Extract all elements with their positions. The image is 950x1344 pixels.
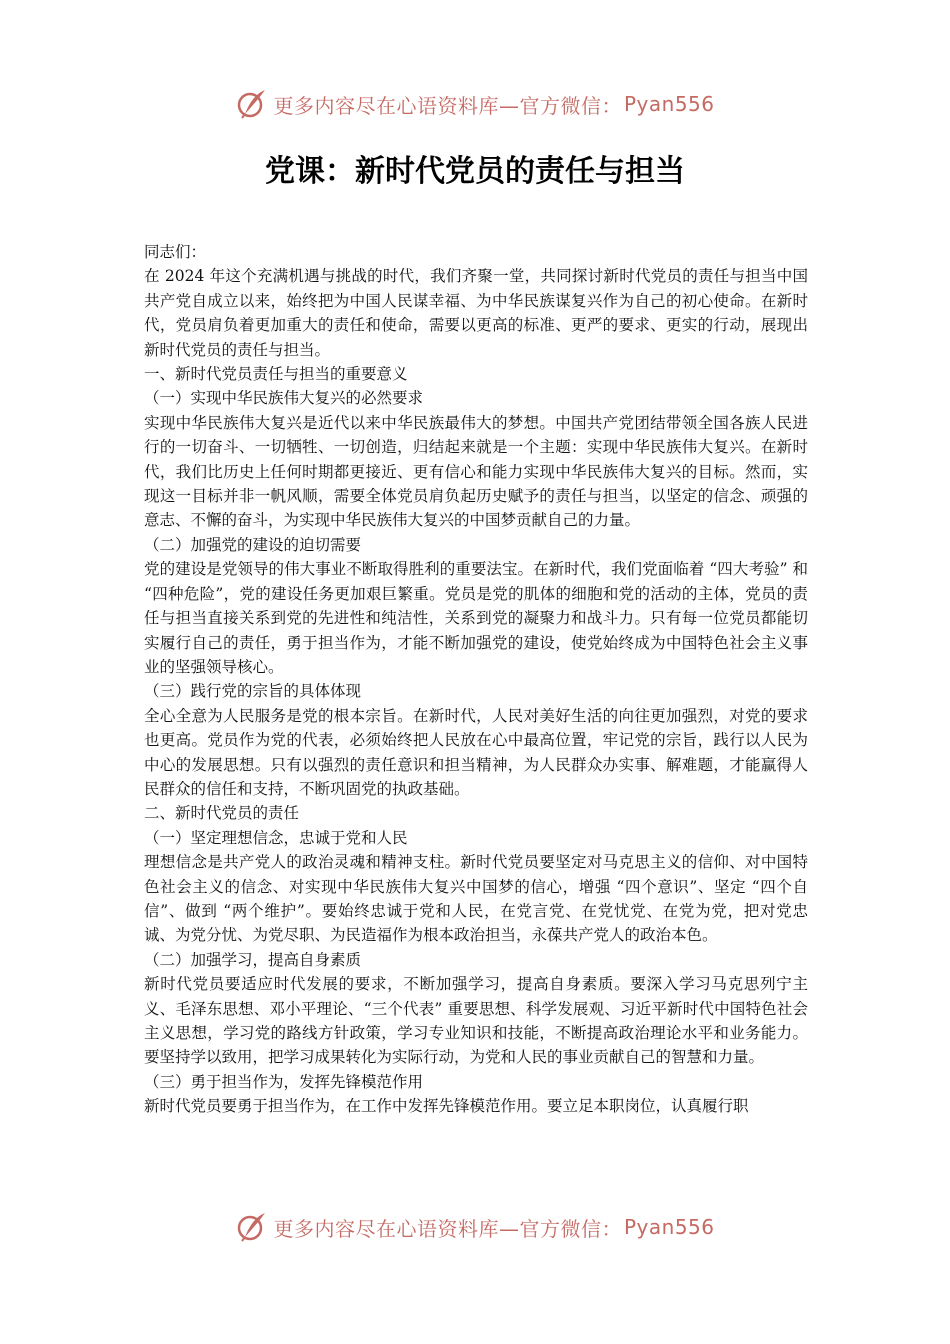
body-paragraph: 新时代党员要适应时代发展的要求，不断加强学习，提高自身素质。要深入学习马克思列宁主义、毛泽东思想、邓小平理论、“三个代表” 重要思想、科学发展观、习近平新时代中国特色社会主义思想，学习党的路线方针政策，学习专业知识和技能，不断提高政治理论水平和业务能力。要坚持学以致用，把学习成果转化为实际行动，为党和人民的事业贡献自己的智慧和力量。	[144, 975, 808, 1067]
subsection-heading: （三）践行党的宗旨的具体体现	[144, 682, 362, 701]
body-paragraph: 在 2024 年这个充满机遇与挑战的时代，我们齐聚一堂，共同探讨新时代党员的责任与担当中国共产党自成立以来，始终把为中国人民谋幸福、为中华民族谋复兴作为自己的初心使命。在新时代，党员肩负着更加重大的责任和使命，需要以更高的标准、更严的要求、更实的行动，展现出新时代党员的责任与担当。	[144, 267, 808, 359]
salutation: 同志们：	[144, 243, 207, 261]
subsection-heading: （一）坚定理想信念，忠诚于党和人民	[144, 828, 408, 847]
subsection-heading: （三）勇于担当作为，发挥先锋模范作用	[144, 1072, 424, 1091]
subsection-heading: （二）加强学习，提高自身素质	[144, 950, 362, 969]
watermark-bottom	[0, 1207, 950, 1247]
document-body	[144, 240, 808, 1119]
watermark-text: 更多内容尽在心语资料库—官方微信：	[273, 1216, 622, 1241]
subsection-heading: （二）加强党的建设的迫切需要	[144, 535, 362, 554]
document-title: 党课：新时代党员的责任与担当	[265, 154, 685, 189]
quill-logo-icon	[235, 87, 269, 121]
section-heading: 一、新时代党员责任与担当的重要意义	[144, 365, 408, 384]
quill-logo-icon	[235, 1210, 269, 1244]
watermark-wechat-id: Pyan556	[623, 1215, 715, 1239]
body-paragraph: 理想信念是共产党人的政治灵魂和精神支柱。新时代党员要坚定对马克思主义的信仰、对中国特色社会主义的信念、对实现中华民族伟大复兴中国梦的信心，增强 “四个意识”、坚定 “四个自信”、做到 “两个维护”。要始终忠诚于党和人民，在党言党、在党忧党、在党为党，把对党忠诚、为党分忧、为党尽职、为民造福作为根本政治担当，永葆共产党人的政治本色。	[144, 853, 808, 945]
body-paragraph: 新时代党员要勇于担当作为，在工作中发挥先锋模范作用。要立足本职岗位，认真履行职	[144, 1097, 749, 1116]
watermark-wechat-id: Pyan556	[623, 92, 715, 116]
watermark-top	[0, 84, 950, 124]
subsection-heading: （一）实现中华民族伟大复兴的必然要求	[144, 389, 424, 408]
section-heading: 二、新时代党员的责任	[144, 804, 300, 823]
body-paragraph: 实现中华民族伟大复兴是近代以来中华民族最伟大的梦想。中国共产党团结带领全国各族人民进行的一切奋斗、一切牺牲、一切创造，归结起来就是一个主题：实现中华民族伟大复兴。在新时代，我们比历史上任何时期都更接近、更有信心和能力实现中华民族伟大复兴的目标。然而，实现这一目标并非一帆风顺，需要全体党员肩负起历史赋予的责任与担当，以坚定的信念、顽强的意志、不懈的奋斗，为实现中华民族伟大复兴的中国梦贡献自己的力量。	[144, 413, 808, 530]
body-paragraph: 党的建设是党领导的伟大事业不断取得胜利的重要法宝。在新时代，我们党面临着 “四大考验” 和 “四种危险”，党的建设任务更加艰巨繁重。党员是党的肌体的细胞和党的活动的主体，党员的责任与担当直接关系到党的先进性和纯洁性，关系到党的凝聚力和战斗力。只有每一位党员都能切实履行自己的责任，勇于担当作为，才能不断加强党的建设，使党始终成为中国特色社会主义事业的坚强领导核心。	[144, 560, 808, 676]
body-paragraph: 全心全意为人民服务是党的根本宗旨。在新时代，人民对美好生活的向往更加强烈，对党的要求也更高。党员作为党的代表，必须始终把人民放在心中最高位置，牢记党的宗旨，践行以人民为中心的发展思想。只有以强烈的责任意识和担当精神，为人民群众办实事、解难题，才能赢得人民群众的信任和支持，不断巩固党的执政基础。	[144, 706, 808, 798]
watermark-text: 更多内容尽在心语资料库—官方微信：	[273, 93, 622, 118]
